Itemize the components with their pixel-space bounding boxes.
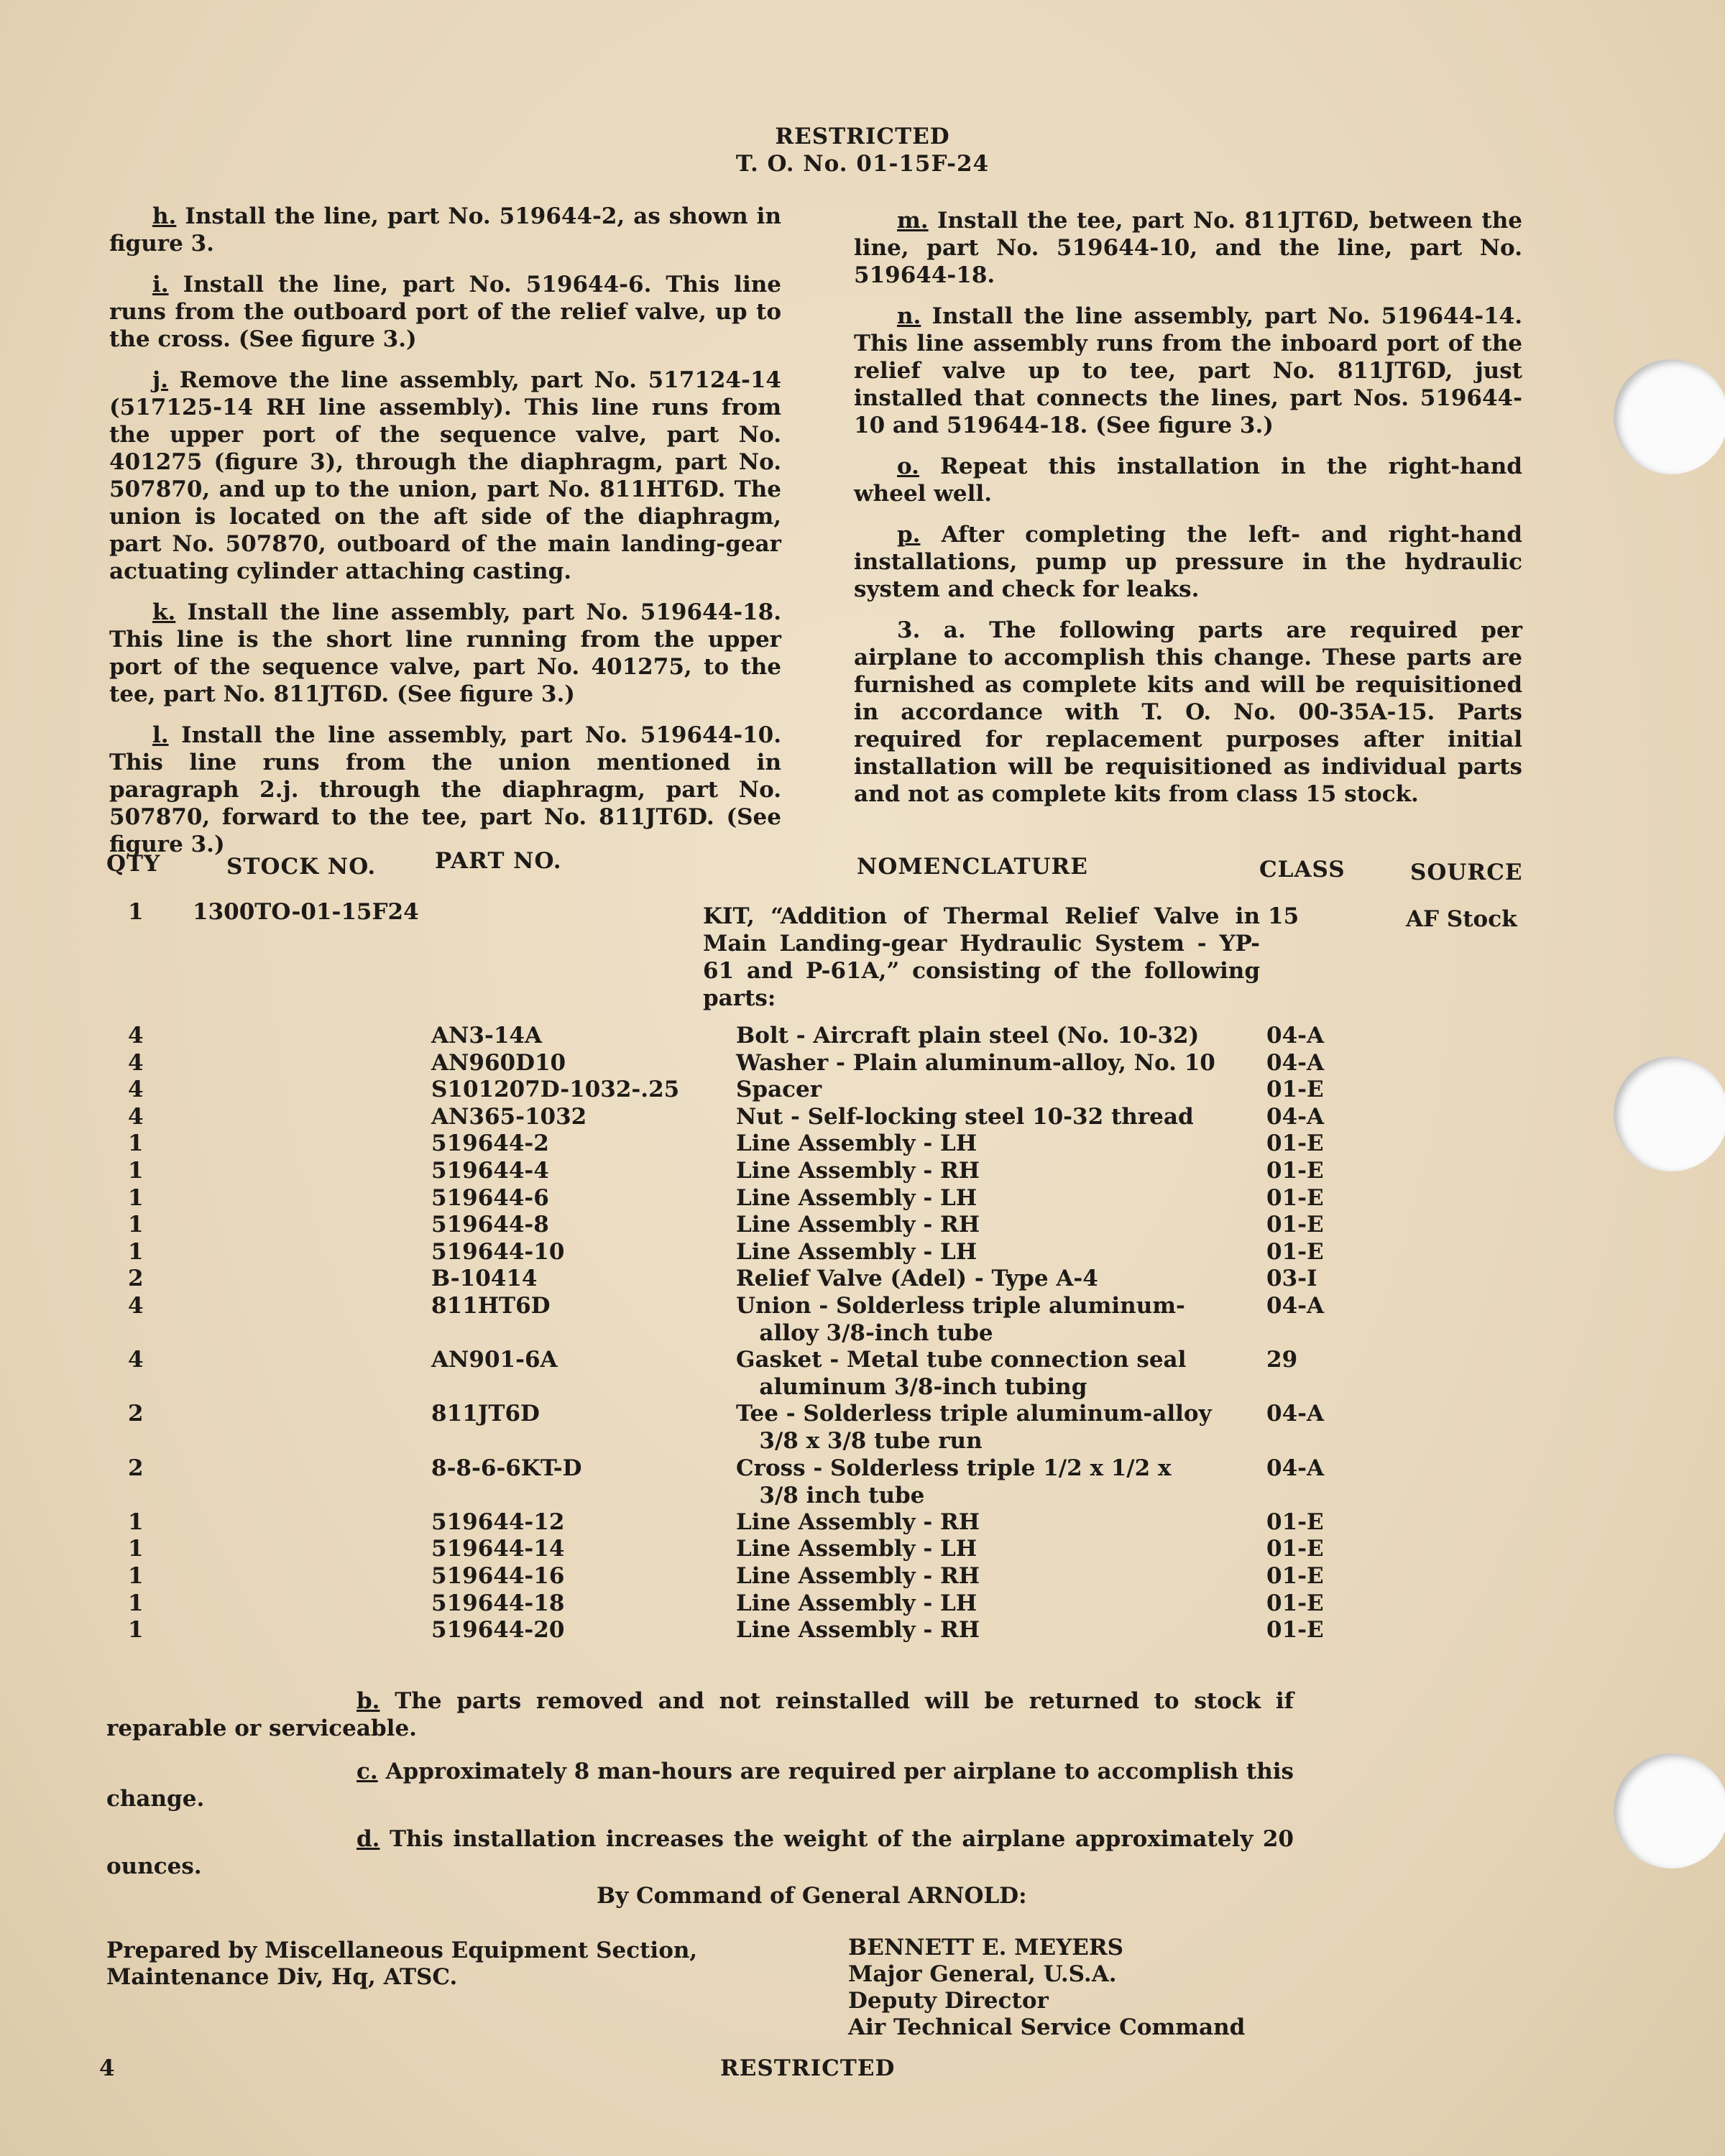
row-nomenclature: Washer - Plain aluminum-alloy, No. 10	[736, 1050, 1215, 1076]
row-class: 03-I	[1266, 1266, 1317, 1291]
paragraph-o: o. Repeat this installation in the right-hand wheel well.	[854, 453, 1522, 507]
left-column	[109, 203, 781, 872]
row-part-no: AN901-6A	[431, 1347, 558, 1373]
row-nomenclature: Line Assembly - RH	[736, 1617, 980, 1643]
row-qty: 1	[128, 1509, 144, 1535]
paragraph-p: p. After completing the left- and right-hand installations, pump up pressure in the hydraulic system and check for leaks.	[854, 522, 1522, 602]
kit-nomenclature: KIT, “Addition of Thermal Relief Valve in Main Landing-gear Hydraulic System - YP-61 and P-61A,” consisting of the following parts:	[703, 903, 1260, 1011]
paragraph-h: h. Install the line, part No. 519644-2, as shown in figure 3.	[109, 203, 782, 257]
row-qty: 2	[128, 1266, 144, 1291]
row-nomenclature: Relief Valve (Adel) - Type A-4	[736, 1266, 1098, 1291]
header-source: SOURCE	[1410, 860, 1523, 885]
row-part-no: AN960D10	[431, 1050, 566, 1076]
row-qty: 1	[128, 1158, 144, 1184]
header-to-number: T. O. No. 01-15F-24	[735, 151, 990, 177]
row-nomenclature: Union - Solderless triple aluminum- alloy 3/8-inch tube	[736, 1293, 1185, 1346]
row-part-no: 519644-2	[431, 1130, 549, 1156]
row-part-no: 519644-16	[431, 1563, 565, 1589]
header-class: CLASS	[1259, 857, 1346, 883]
row-part-no: 519644-10	[431, 1239, 565, 1265]
header-nomenclature: NOMENCLATURE	[857, 854, 1088, 880]
row-qty: 1	[128, 1617, 144, 1643]
binder-hole-bottom	[1614, 1754, 1725, 1869]
row-class: 04-A	[1266, 1455, 1325, 1481]
row-part-no: S101207D-1032-.25	[431, 1077, 680, 1102]
row-nomenclature: Bolt - Aircraft plain steel (No. 10-32)	[736, 1023, 1200, 1049]
row-class: 04-A	[1266, 1050, 1325, 1076]
row-qty: 1	[128, 1239, 144, 1265]
row-part-no: 811JT6D	[431, 1401, 540, 1427]
row-class: 01-E	[1266, 1212, 1324, 1238]
row-part-no: AN3-14A	[431, 1023, 543, 1049]
kit-qty: 1	[128, 899, 144, 925]
paragraph-d: d. This installation increases the weight of the airplane approximately 20 ounces.	[106, 1826, 1294, 1879]
row-part-no: 519644-12	[431, 1509, 565, 1535]
row-class: 01-E	[1266, 1536, 1324, 1562]
row-class: 04-A	[1266, 1293, 1325, 1319]
row-nomenclature: Line Assembly - LH	[736, 1590, 978, 1616]
footer-classification: RESTRICTED	[720, 2055, 896, 2081]
row-class: 01-E	[1266, 1239, 1324, 1265]
row-nomenclature: Line Assembly - LH	[736, 1536, 978, 1562]
row-class: 04-A	[1266, 1023, 1325, 1049]
row-class: 04-A	[1266, 1401, 1325, 1427]
row-nomenclature: Tee - Solderless triple aluminum-alloy 3/8 x 3/8 tube run	[736, 1401, 1212, 1454]
binder-hole-middle	[1614, 1056, 1725, 1171]
row-qty: 2	[128, 1455, 144, 1481]
paragraph-k: k. Install the line assembly, part No. 519644-18. This line is the short line running from the upper port of the sequence valve, part No. 401275, to the tee, part No. 811JT6D. (See figure 3.)	[109, 599, 781, 707]
prepared-by: Prepared by Miscellaneous Equipment Section, Maintenance Div, Hq, ATSC.	[106, 1938, 698, 1990]
paragraph-i: i. Install the line, part No. 519644-6. This line runs from the outboard port of the relief valve, up to the cross. (See figure 3.)	[109, 272, 781, 352]
row-qty: 1	[128, 1590, 144, 1616]
row-class: 29	[1266, 1347, 1298, 1373]
paragraph-b: b. The parts removed and not reinstalled will be returned to stock if reparable or serviceable.	[106, 1688, 1294, 1741]
row-part-no: 519644-14	[431, 1536, 565, 1562]
footer-page-number: 4	[99, 2055, 115, 2081]
row-qty: 1	[128, 1130, 144, 1156]
row-qty: 2	[128, 1401, 144, 1427]
row-nomenclature: Spacer	[736, 1077, 822, 1102]
row-qty: 4	[128, 1050, 144, 1076]
paragraph-n: n. Install the line assembly, part No. 519644-14. This line assembly runs from the inboard port of the relief valve up to tee, part No. 811JT6D, just installed that connects the lines, part Nos. 519644-10 and 519644-18. (See figure 3.)	[854, 303, 1522, 438]
row-qty: 4	[128, 1347, 144, 1373]
row-qty: 4	[128, 1104, 144, 1130]
paragraph-3a: 3. a. The following parts are required per airplane to accomplish this change. These parts are furnished as complete kits and will be requisitioned in accordance with T. O. No. 00-35A-15. Parts required for replacement purposes after initial installation will be requisitioned as individual parts and not as complete kits from class 15 stock.	[854, 617, 1522, 807]
signer-name: BENNETT E. MEYERS	[848, 1935, 1124, 1961]
row-class: 04-A	[1266, 1104, 1325, 1130]
signer-rank: Major General, U.S.A.	[848, 1961, 1117, 1987]
row-class: 01-E	[1266, 1563, 1324, 1589]
row-part-no: AN365-1032	[431, 1104, 587, 1130]
paragraph-j: j. Remove the line assembly, part No. 517124-14 (517125-14 RH line assembly). This line runs from the upper port of the sequence valve, part No. 401275 (figure 3), through the diaphragm, part No. 507870, and up to the union, part No. 811HT6D. The union is located on the aft side of the diaphragm, part No. 507870, outboard of the main landing-gear actuating cylinder attaching casting.	[109, 367, 781, 584]
row-nomenclature: Gasket - Metal tube connection seal aluminum 3/8-inch tubing	[736, 1347, 1187, 1400]
row-qty: 1	[128, 1563, 144, 1589]
paragraph-m: m. Install the tee, part No. 811JT6D, between the line, part No. 519644-10, and the line, part No. 519644-18.	[854, 208, 1522, 288]
row-part-no: 519644-20	[431, 1617, 565, 1643]
kit-stock-no: 1300TO-01-15F24	[193, 899, 419, 925]
row-class: 01-E	[1266, 1185, 1324, 1211]
header-qty: QTY	[106, 851, 161, 877]
row-class: 01-E	[1266, 1077, 1324, 1102]
row-nomenclature: Cross - Solderless triple 1/2 x 1/2 x 3/8 inch tube	[736, 1455, 1172, 1508]
kit-class: 15	[1268, 903, 1300, 929]
paragraph-c: c. Approximately 8 man-hours are required per airplane to accomplish this change.	[106, 1759, 1294, 1812]
header-stock-no: STOCK NO.	[226, 854, 377, 880]
row-part-no: 519644-18	[431, 1590, 565, 1616]
binder-hole-top	[1614, 359, 1725, 474]
signer-organization: Air Technical Service Command	[848, 2014, 1246, 2040]
paragraph-l: l. Install the line assembly, part No. 519644-10. This line runs from the union mentioned in paragraph 2.j. through the diaphragm, part No. 507870, forward to the tee, part No. 811JT6D. (See figure 3.)	[109, 722, 781, 857]
row-nomenclature: Line Assembly - RH	[736, 1509, 980, 1535]
row-nomenclature: Nut - Self-locking steel 10-32 thread	[736, 1104, 1194, 1130]
row-part-no: 519644-8	[431, 1212, 549, 1238]
right-column	[854, 207, 1522, 821]
row-nomenclature: Line Assembly - LH	[736, 1239, 978, 1265]
row-qty: 4	[128, 1077, 144, 1102]
row-part-no: 8-8-6-6KT-D	[431, 1455, 582, 1481]
row-nomenclature: Line Assembly - LH	[736, 1130, 978, 1156]
row-nomenclature: Line Assembly - RH	[736, 1563, 980, 1589]
row-qty: 1	[128, 1212, 144, 1238]
row-class: 01-E	[1266, 1509, 1324, 1535]
row-nomenclature: Line Assembly - RH	[736, 1158, 980, 1184]
header-classification: RESTRICTED	[775, 124, 950, 149]
row-qty: 1	[128, 1536, 144, 1562]
row-part-no: 519644-6	[431, 1185, 549, 1211]
row-class: 01-E	[1266, 1617, 1324, 1643]
row-qty: 1	[128, 1185, 144, 1211]
row-class: 01-E	[1266, 1590, 1324, 1616]
signature-block	[848, 1935, 1245, 2041]
row-qty: 4	[128, 1023, 144, 1049]
row-nomenclature: Line Assembly - LH	[736, 1185, 978, 1211]
signer-title: Deputy Director	[848, 1988, 1049, 2014]
row-part-no: 811HT6D	[431, 1293, 551, 1319]
row-part-no: 519644-4	[431, 1158, 549, 1184]
row-class: 01-E	[1266, 1130, 1324, 1156]
header-part-no: PART NO.	[435, 848, 562, 874]
row-class: 01-E	[1266, 1158, 1324, 1184]
command-line: By Command of General ARNOLD:	[597, 1883, 1027, 1909]
row-nomenclature: Line Assembly - RH	[736, 1212, 980, 1238]
kit-source: AF Stock	[1406, 906, 1517, 932]
row-qty: 4	[128, 1293, 144, 1319]
row-part-no: B-10414	[431, 1266, 538, 1291]
